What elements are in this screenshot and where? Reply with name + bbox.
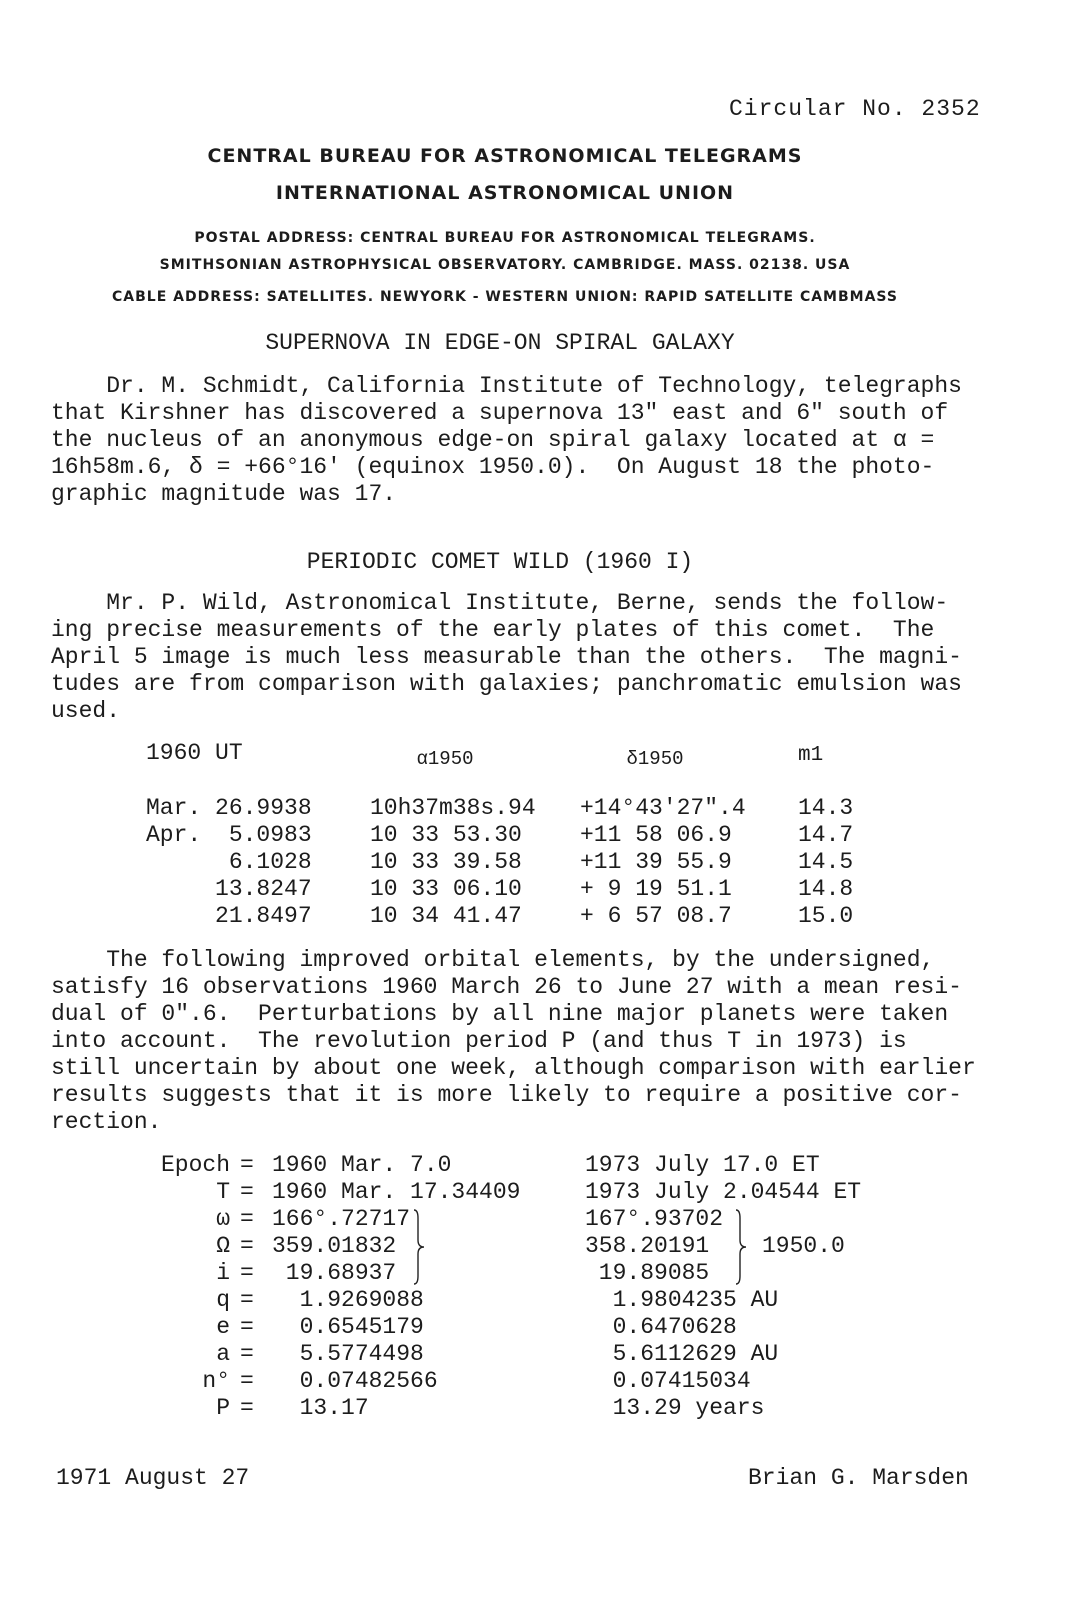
supernova-line-2: that Kirshner has discovered a supernova 13" east and 6" south of [51, 400, 949, 426]
element-value-1960: 0.07482566 [272, 1368, 438, 1394]
col-header-mag: m1 [798, 744, 824, 767]
obs-date: Apr. 5.0983 [146, 822, 312, 848]
element-symbol: n° [202, 1368, 230, 1394]
comet-line-2: ing precise measurements of the early plates of this comet. The [51, 617, 935, 643]
equals-sign: = [240, 1260, 254, 1286]
element-value-1960: 5.5774498 [272, 1341, 424, 1367]
element-symbol: Ω [216, 1233, 230, 1259]
obs-dec: +14°43'27".4 [580, 795, 746, 821]
equals-sign: = [240, 1233, 254, 1259]
brace-1960 [408, 1208, 428, 1286]
equals-sign: = [240, 1179, 254, 1205]
cable-address: CABLE ADDRESS: SATELLITES. NEWYORK - WESTERN UNION: RAPID SATELLITE CAMBMASS [112, 289, 898, 305]
element-value-1973: 1.9804235 AU [585, 1287, 779, 1313]
postal-address-line1: POSTAL ADDRESS: CENTRAL BUREAU FOR ASTRONOMICAL TELEGRAMS. [194, 230, 816, 246]
element-value-1973: 1973 July 17.0 ET [585, 1152, 820, 1178]
comet-line-3: April 5 image is much less measurable than the others. The magni- [51, 644, 962, 670]
elements-para-line-6: results suggests that it is more likely to require a positive cor- [51, 1082, 962, 1108]
postal-address-line2: SMITHSONIAN ASTROPHYSICAL OBSERVATORY. CAMBRIDGE. MASS. 02138. USA [159, 257, 851, 273]
element-value-1960: 1960 Mar. 7.0 [272, 1152, 452, 1178]
element-symbol: i [216, 1260, 230, 1286]
obs-mag: 14.8 [798, 876, 854, 902]
element-value-1960: 1.9269088 [272, 1287, 424, 1313]
obs-ra: 10h37m38s.94 [370, 795, 536, 821]
obs-mag: 14.5 [798, 849, 854, 875]
obs-ra: 10 34 41.47 [370, 903, 522, 929]
element-value-1973: 1973 July 2.04544 ET [585, 1179, 862, 1205]
element-value-1960: 0.6545179 [272, 1314, 424, 1340]
element-value-1960: 13.17 [272, 1395, 369, 1421]
supernova-title: SUPERNOVA IN EDGE-ON SPIRAL GALAXY [265, 330, 735, 356]
union-title: INTERNATIONAL ASTRONOMICAL UNION [275, 182, 735, 204]
elements-para-line-4: into account. The revolution period P (and thus T in 1973) is [51, 1028, 907, 1054]
footer-author: Brian G. Marsden [748, 1465, 969, 1491]
element-value-1973: 13.29 years [585, 1395, 765, 1421]
equals-sign: = [240, 1287, 254, 1313]
footer-date: 1971 August 27 [56, 1465, 250, 1491]
equals-sign: = [240, 1395, 254, 1421]
element-value-1973: 0.6470628 [585, 1314, 737, 1340]
supernova-line-5: graphic magnitude was 17. [51, 481, 397, 507]
element-symbol: q [216, 1287, 230, 1313]
obs-dec: + 6 57 08.7 [580, 903, 732, 929]
obs-date: 21.8497 [146, 903, 312, 929]
supernova-line-4: 16h58m.6, δ = +66°16' (equinox 1950.0). On August 18 the photo- [51, 454, 935, 480]
element-symbol: e [216, 1314, 230, 1340]
obs-mag: 14.3 [798, 795, 854, 821]
comet-line-1: Mr. P. Wild, Astronomical Institute, Berne, sends the follow- [51, 590, 949, 616]
obs-ra: 10 33 39.58 [370, 849, 522, 875]
element-value-1973: 19.89085 [585, 1260, 710, 1286]
element-symbol: ω [216, 1206, 230, 1232]
obs-mag: 14.7 [798, 822, 854, 848]
bureau-title: CENTRAL BUREAU FOR ASTRONOMICAL TELEGRAMS [207, 145, 803, 167]
equals-sign: = [240, 1341, 254, 1367]
obs-ra: 10 33 53.30 [370, 822, 522, 848]
elements-para-line-5: still uncertain by about one week, although comparison with earlier [51, 1055, 976, 1081]
comet-title: PERIODIC COMET WILD (1960 I) [306, 549, 694, 575]
elements-para-line-3: dual of 0".6. Perturbations by all nine major planets were taken [51, 1001, 949, 1027]
element-symbol: T [216, 1179, 230, 1205]
element-symbol: P [216, 1395, 230, 1421]
obs-dec: + 9 19 51.1 [580, 876, 732, 902]
col-header-ra: α1950 [416, 748, 474, 770]
obs-date: Mar. 26.9938 [146, 795, 312, 821]
obs-date: 6.1028 [146, 849, 312, 875]
element-symbol: Epoch [160, 1152, 230, 1178]
elements-para-line-2: satisfy 16 observations 1960 March 26 to June 27 with a mean resi- [51, 974, 962, 1000]
col-header-dec: δ1950 [626, 748, 684, 770]
obs-mag: 15.0 [798, 903, 854, 929]
element-value-1973: 167°.93702 [585, 1206, 724, 1232]
obs-ra: 10 33 06.10 [370, 876, 522, 902]
supernova-line-1: Dr. M. Schmidt, California Institute of Technology, telegraphs [51, 373, 962, 399]
brace-1973 [730, 1208, 750, 1286]
col-header-ut: 1960 UT [146, 740, 243, 766]
element-value-1960: 166°.72717 [272, 1206, 411, 1232]
element-value-1960: 19.68937 [272, 1260, 397, 1286]
comet-line-5: used. [51, 698, 121, 724]
equals-sign: = [240, 1206, 254, 1232]
supernova-line-3: the nucleus of an anonymous edge-on spiral galaxy located at α = [51, 427, 935, 453]
equals-sign: = [240, 1368, 254, 1394]
comet-line-4: tudes are from comparison with galaxies; panchromatic emulsion was [51, 671, 962, 697]
equals-sign: = [240, 1314, 254, 1340]
obs-dec: +11 39 55.9 [580, 849, 732, 875]
element-value-1973: 0.07415034 [585, 1368, 751, 1394]
element-value-1960: 359.01832 [272, 1233, 397, 1259]
equinox-label: 1950.0 [762, 1233, 845, 1259]
circular-number: Circular No. 2352 [729, 96, 981, 122]
element-value-1973: 5.6112629 AU [585, 1341, 779, 1367]
elements-para-line-7: rection. [51, 1109, 162, 1135]
element-value-1973: 358.20191 [585, 1233, 710, 1259]
obs-dec: +11 58 06.9 [580, 822, 732, 848]
element-value-1960: 1960 Mar. 17.34409 [272, 1179, 521, 1205]
elements-para-line-1: The following improved orbital elements, by the undersigned, [51, 947, 935, 973]
element-symbol: a [216, 1341, 230, 1367]
equals-sign: = [240, 1152, 254, 1178]
obs-date: 13.8247 [146, 876, 312, 902]
